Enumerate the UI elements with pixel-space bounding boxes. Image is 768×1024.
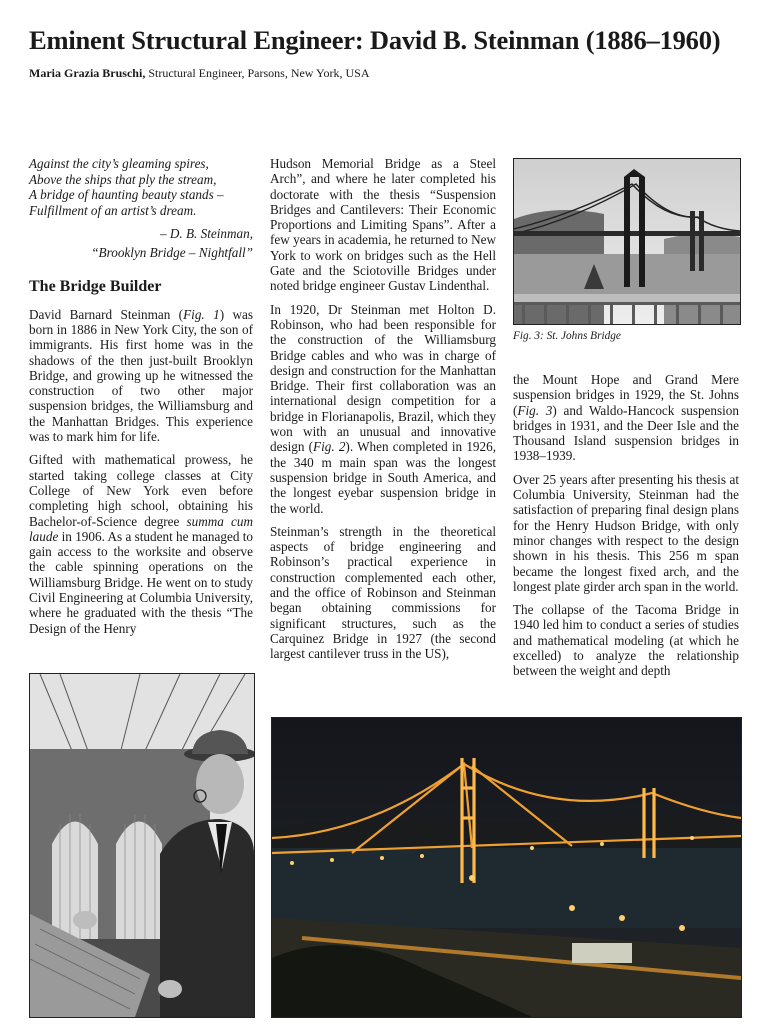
epigraph-poem <box>29 156 253 218</box>
fig3-caption: Fig. 3: St. Johns Bridge <box>513 330 621 342</box>
paragraph: Gifted with mathematical prowess, he started taking college classes at City College of New York even before completing high school, obtaining his Bachelor-of-Science degree summa cum laude in 1906. As a student he managed to gain access to the worksite and observe the cable spinning operations on the Williamsburg Bridge. He went on to study Civil Engineering at Columbia University, where he graduated with the thesis “The Design of the Henry <box>29 452 254 636</box>
figure-reference: Fig. 3 <box>517 402 553 418</box>
poem-author: – D. B. Steinman, <box>159 226 253 242</box>
figure-reference: Fig. 2 <box>313 439 346 455</box>
poem-line: Above the ships that ply the stream, <box>29 171 217 187</box>
figure-reference: Fig. 1 <box>183 306 220 322</box>
article-title: Eminent Structural Engineer: David B. Steinman (1886–1960) <box>29 25 721 55</box>
column-3 <box>513 372 739 687</box>
poem-line: Fulfillment of an artist’s dream. <box>29 202 197 218</box>
byline <box>29 66 370 81</box>
paragraph: Over 25 years after presenting his thesis at Columbia University, Steinman had the satisfaction of preparing final design plans for the Henry Hudson Bridge, with only minor changes with respect to the design shown in his thesis. This 256 m span became the longest fixed arch, and the longest plate girder arch span in the world. <box>513 471 739 594</box>
author-affiliation: Structural Engineer, Parsons, New York, USA <box>148 66 370 80</box>
poem-line: Against the city’s gleaming spires, <box>29 156 209 171</box>
paragraph: Steinman’s strength in the theoretical aspects of bridge engineering and Robinson’s practical experience in construction complemented each other, and the office of Robinson and Steinman began obtaining commissions for significant structures, such as the Carquinez Bridge in 1927 (the second largest cantilever truss in the US), <box>270 523 496 662</box>
fig3-photo-st-johns-bridge <box>513 158 741 325</box>
column-2 <box>270 156 496 670</box>
paragraph: The collapse of the Tacoma Bridge in 1940 led him to conduct a series of studies and mathematical modeling (at which he excelled) to analyze the relationship between the weight and depth <box>513 602 739 679</box>
poem-line: A bridge of haunting beauty stands – <box>29 187 224 203</box>
column-1 <box>29 156 253 644</box>
paragraph: the Mount Hope and Grand Mere suspension bridges in 1929, the St. Johns (Fig. 3) and Waldo-Hancock suspension bridges in 1931, and the Deer Isle and the Thousand Island suspension bridges in 1938–1939. <box>513 372 739 464</box>
paragraph: In 1920, Dr Steinman met Holton D. Robinson, who had been responsible for the construction of the Williamsburg Bridge cables and who was in charge of design and construction for the Manhattan Bridge. Their first collaboration was an international design competition for a bridge in Florianapolis, Brazil, which they won with an unusual and innovative design (Fig. 2). When completed in 1926, the 340 m main span was the longest suspension bridge in South America, and the longest eyebar suspension bridge in the world. <box>270 301 496 516</box>
section-heading: The Bridge Builder <box>29 278 162 296</box>
poem-attribution <box>29 226 253 261</box>
poem-source: “Brooklyn Bridge – Nightfall” <box>91 245 253 261</box>
emphasis: summa cum laude <box>29 513 254 544</box>
fig2-photo-florianopolis-bridge-night <box>271 717 742 1018</box>
author-name: Maria Grazia Bruschi, <box>29 66 146 80</box>
fig1-photo-steinman-brooklyn-bridge <box>29 673 255 1018</box>
paragraph: Hudson Memorial Bridge as a Steel Arch”, and where he later completed his doctorate with the thesis “Suspension Bridges and Cantilevers: Their Economic Proportions and Limiting Spans”. After a few years in academia, he returned to New York to work on bridges such as the Hell Gate and the Sciotoville Bridges under noted bridge engineer Gustav Lindenthal. <box>270 156 496 294</box>
paragraph: David Barnard Steinman (Fig. 1) was born in 1886 in New York City, the son of immigrants. His first home was in the shadows of the then just-built Brooklyn Bridge, and growing up he witnessed the construction of two other major suspension bridges, the Williamsburg and the Manhattan Bridges. This experience was to mark him for life. <box>29 306 253 445</box>
